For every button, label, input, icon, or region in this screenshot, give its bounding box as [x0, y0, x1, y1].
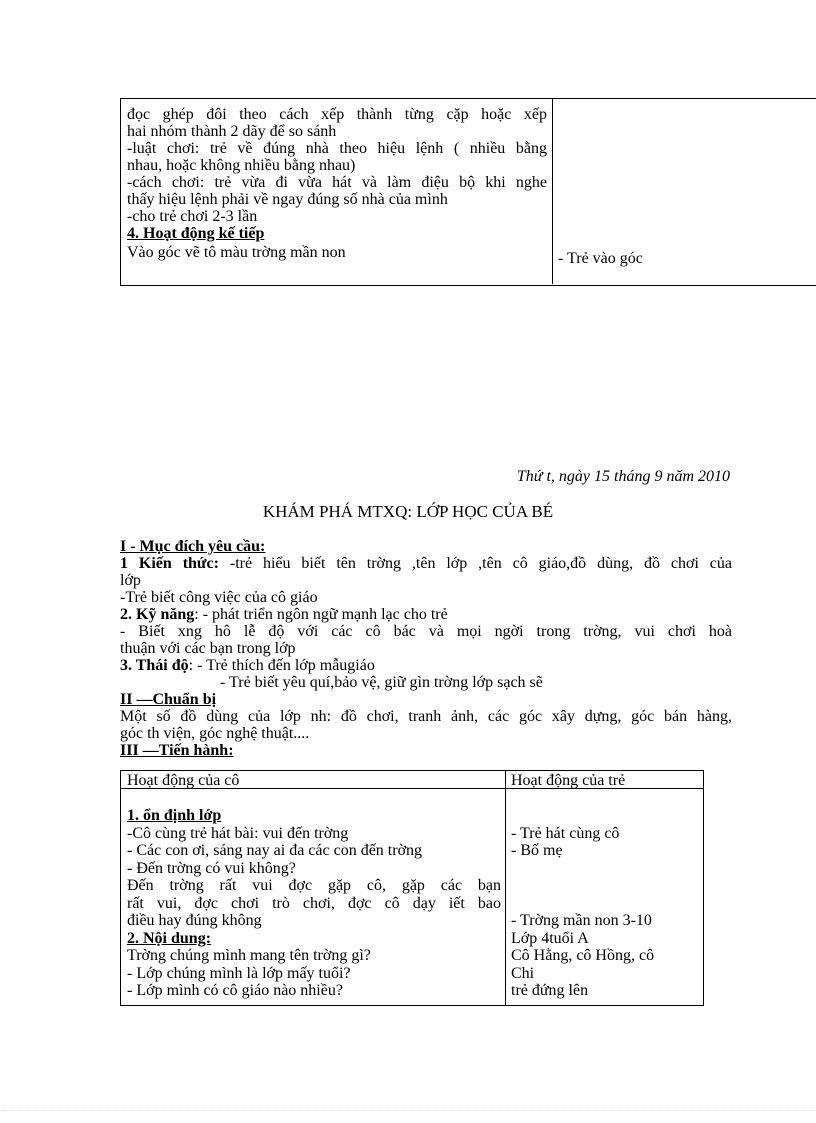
child-row: Lớp 4tuổi A [511, 929, 589, 947]
top-line-5: -cách chơi: trẻ vừa đi vừa hát và làm điệu bộ khi nghe [127, 174, 547, 191]
attitude-2: - Trẻ biết yêu quí,bảo vệ, giữ gìn trờng lớp sạch sẽ [220, 674, 543, 691]
knowledge-cont: lớp [120, 572, 141, 589]
knowledge-text: -trẻ hiểu biết tên trờng ,tên lớp ,tên cô giáo,đồ dùng, đồ chơi của [218, 555, 732, 572]
teacher-rows [127, 790, 501, 1000]
teacher-row: - Lớp chúng mình là lớp mấy tuổi? [127, 964, 351, 982]
child-row: - Trờng mần non 3-10 [511, 912, 652, 929]
teacher-column [127, 772, 501, 1000]
top-line-6: thấy hiệu lệnh phải về ngay đúng số nhà của mình [127, 191, 448, 208]
top-table-divider [552, 98, 553, 284]
child-rows [511, 790, 701, 1000]
child-header: Hoạt động của trẻ [511, 772, 626, 789]
top-line-2: hai nhóm thành 2 dãy để so sánh [127, 123, 337, 140]
child-row [511, 807, 701, 825]
lesson-body [120, 538, 732, 759]
teacher-row: -Cô cùng trẻ hát bài: vui đến trờng [127, 824, 349, 842]
child-row: Chi [511, 964, 535, 982]
prep-line-2: góc th viện, góc nghệ thuật.... [120, 725, 310, 742]
teacher-row: 2. Nội dung: [127, 929, 212, 947]
teacher-row: - Đến trờng có vui không? [127, 859, 296, 877]
teacher-row: - Lớp mình có cô giáo nào nhiều? [127, 982, 343, 999]
teacher-row: Đến trờng rất vui đợc gặp cô, gặp các bạn [127, 877, 501, 894]
teacher-row: 1. ổn định lớp [127, 807, 222, 824]
teacher-header: Hoạt động của cô [127, 772, 240, 789]
top-table-left-cell [127, 106, 547, 261]
top-table-right-cell: - Trẻ vào góc [558, 250, 643, 267]
top-last-left: Vào góc vẽ tô màu trờng mần non [127, 244, 346, 261]
child-column [511, 772, 701, 1000]
child-row: Cô Hằng, cô Hồng, cô [511, 947, 655, 964]
child-row [511, 877, 701, 895]
teacher-row: điều hay đúng không [127, 912, 262, 929]
teacher-row: - Các con ơi, sáng nay ai đa các con đến trờng [127, 842, 423, 859]
top-heading-next-activity: 4. Hoạt động kế tiếp [127, 225, 265, 242]
child-row [511, 895, 701, 913]
date-line: Thứ t, ngày 15 tháng 9 năm 2010 [516, 468, 730, 485]
top-line-4: nhau, hoặc không nhiều bằng nhau) [127, 157, 356, 174]
section2-heading: II —Chuẩn bị [120, 691, 217, 708]
attitude-label: 3. Thái độ [120, 657, 189, 674]
teacher-row: Trờng chúng mình mang tên trờng gì? [127, 947, 371, 964]
top-line-3: -luật chơi: trẻ về đúng nhà theo hiệu lệnh ( nhiều bằng [127, 140, 547, 157]
teacher-row [127, 790, 501, 808]
prep-line-1: Một số đồ dùng của lớp nh: đồ chơi, tranh ảnh, các góc xây dựng, góc bán hàng, [120, 708, 732, 725]
attitude-line [120, 657, 732, 674]
child-row: - Trẻ hát cùng cô [511, 824, 620, 842]
child-row: - Bố mẹ [511, 842, 563, 859]
skill-line [120, 606, 732, 623]
skill-text: : - phát triển ngôn ngữ mạnh lạc cho trẻ [194, 606, 448, 623]
top-line-1: đọc ghép đôi theo cách xếp thành từng cặp hoặc xếp [127, 106, 547, 123]
attitude-text: : - Trẻ thích đến lớp mẫugiáo [188, 657, 375, 674]
teacher-row: rất vui, đợc chơi trò chơi, đợc cô dạy iết bao [127, 894, 501, 912]
child-row: trẻ đứng lên [511, 982, 589, 999]
child-row [511, 790, 701, 808]
skill-label: 2. Kỹ năng [120, 606, 195, 623]
knowledge-2: -Trẻ biết công việc của cô giáo [120, 589, 318, 606]
skill-2: - Biết xng hô lễ độ với các cô bác và mọi ngời trong trờng, vui chơi hoà [120, 623, 732, 640]
knowledge-label: 1 Kiến thức: [120, 555, 219, 572]
page-title: KHÁM PHÁ MTXQ: LỚP HỌC CỦA BÉ [262, 502, 554, 521]
section3-heading: III —Tiến hành: [120, 742, 234, 759]
section1-heading: I - Mục đích yêu cầu: [120, 538, 266, 555]
page-footer-rule [0, 1110, 816, 1111]
child-row [511, 860, 701, 878]
skill-2-cont: thuận với các bạn trong lớp [120, 640, 296, 657]
activity-table-divider [505, 770, 506, 1006]
knowledge-line [120, 555, 732, 572]
top-line-7: -cho trẻ chơi 2-3 lần [127, 208, 258, 225]
